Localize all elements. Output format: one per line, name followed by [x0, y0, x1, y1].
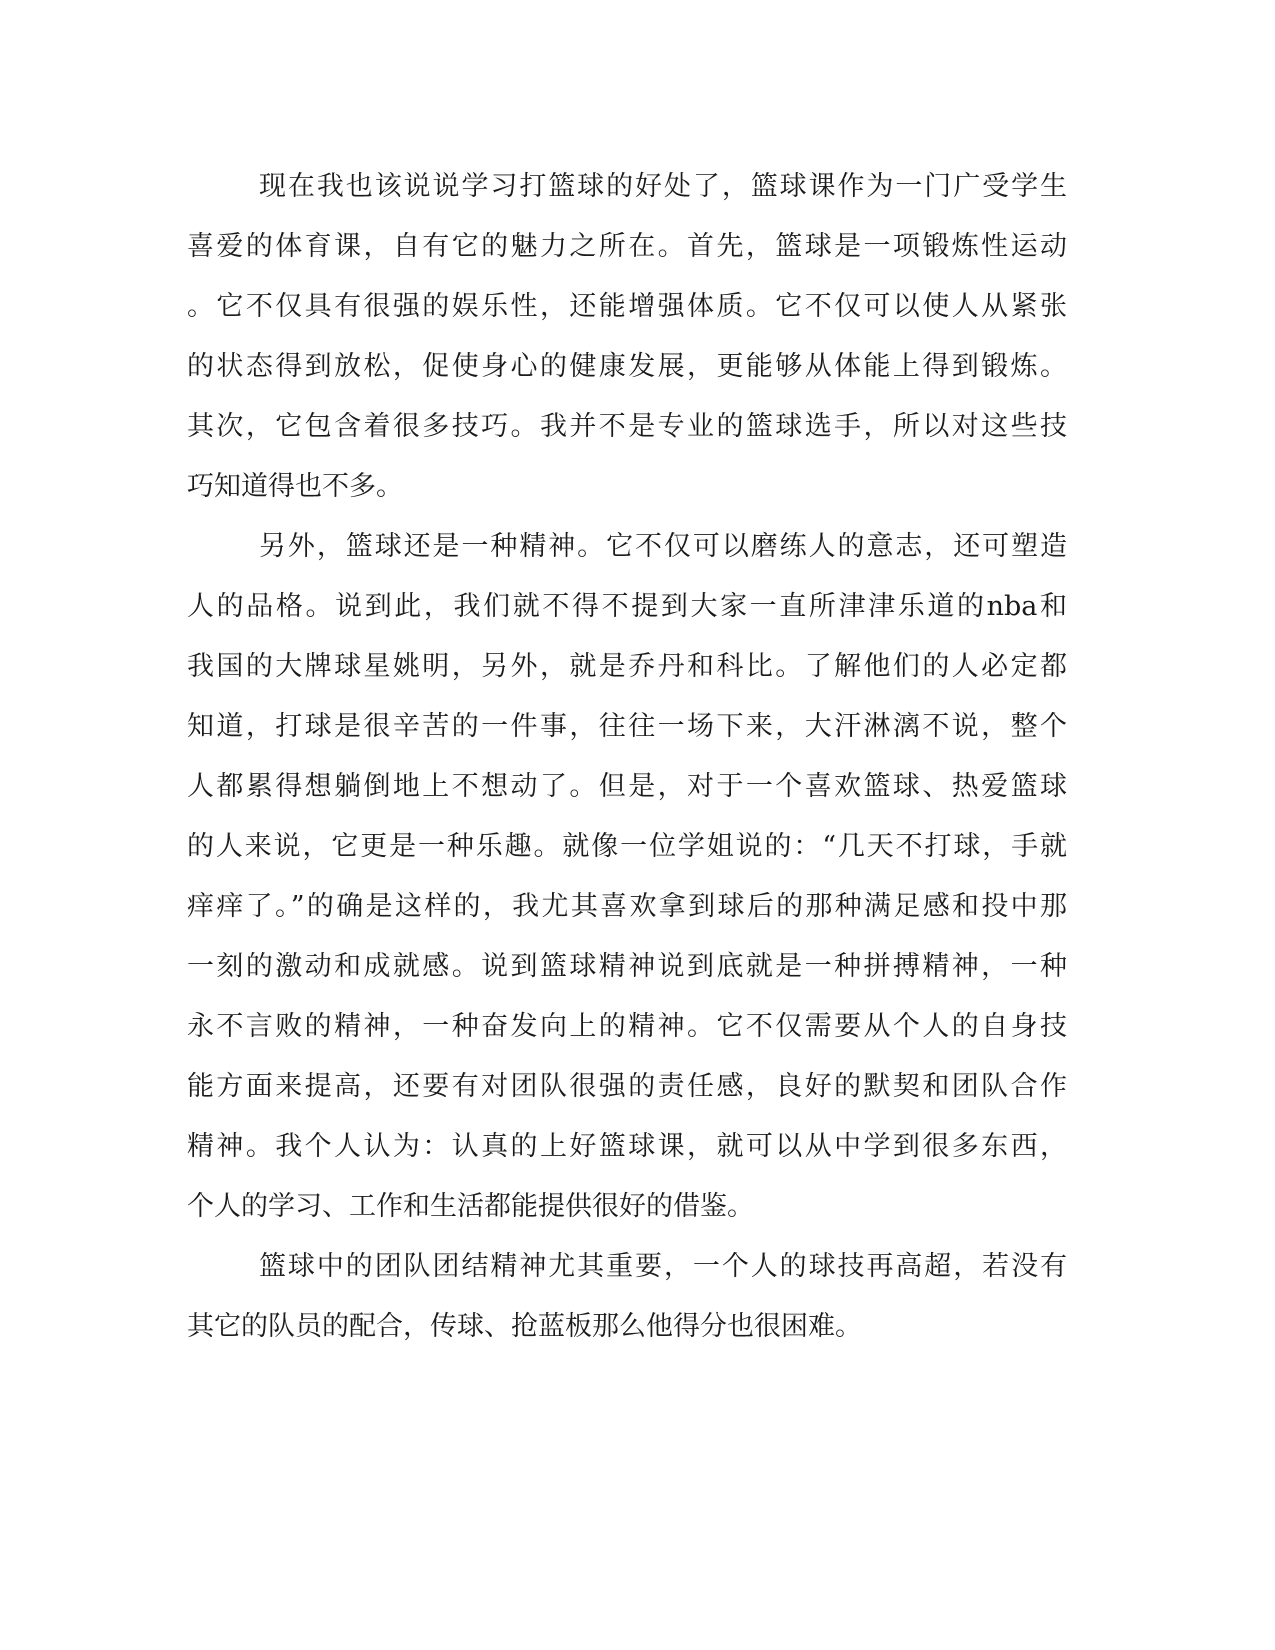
paragraph-3 — [187, 1237, 1067, 1357]
text-line: 永不言败的精神，一种奋发向上的精神。它不仅需要从个人的自身技 — [187, 1011, 1067, 1042]
text-line: 现在我也该说说学习打篮球的好处了，篮球课作为一门广受学生 — [259, 171, 1067, 202]
text-line: 喜爱的体育课，自有它的魅力之所在。首先，篮球是一项锻炼性运动 — [187, 231, 1067, 262]
paragraph-1 — [187, 157, 1067, 517]
text-line: 个人的学习、工作和生活都能提供很好的借鉴。 — [187, 1191, 754, 1222]
text-line: 另外，篮球还是一种精神。它不仅可以磨练人的意志，还可塑造 — [259, 531, 1067, 562]
text-line: 的状态得到放松，促使身心的健康发展，更能够从体能上得到锻炼。 — [187, 351, 1067, 382]
text-line: 篮球中的团队团结精神尤其重要，一个人的球技再高超，若没有 — [259, 1251, 1067, 1282]
text-line: 的人来说，它更是一种乐趣。就像一位学姐说的：“几天不打球，手就 — [187, 831, 1067, 862]
text-line: 人的品格。说到此，我们就不得不提到大家一直所津津乐道的nba和 — [187, 591, 1067, 622]
text-line: 其它的队员的配合，传球、抢蓝板那么他得分也很困难。 — [187, 1311, 862, 1342]
text-line: 人都累得想躺倒地上不想动了。但是，对于一个喜欢篮球、热爱篮球 — [187, 771, 1067, 802]
text-line: 知道，打球是很辛苦的一件事，往往一场下来，大汗淋漓不说，整个 — [187, 711, 1067, 742]
text-line: 其次，它包含着很多技巧。我并不是专业的篮球选手，所以对这些技 — [187, 411, 1067, 442]
paragraph-2 — [187, 517, 1067, 1237]
text-line: 我国的大牌球星姚明，另外，就是乔丹和科比。了解他们的人必定都 — [187, 651, 1067, 682]
text-line: 精神。我个人认为：认真的上好篮球课，就可以从中学到很多东西， — [187, 1131, 1067, 1162]
text-line: 一刻的激动和成就感。说到篮球精神说到底就是一种拼搏精神，一种 — [187, 951, 1067, 982]
document-body — [187, 157, 1067, 1357]
text-line: 巧知道得也不多。 — [187, 471, 403, 502]
text-line: 能方面来提高，还要有对团队很强的责任感，良好的默契和团队合作 — [187, 1071, 1067, 1102]
text-line: 。它不仅具有很强的娱乐性，还能增强体质。它不仅可以使人从紧张 — [187, 291, 1067, 322]
text-line: 痒痒了。”的确是这样的，我尤其喜欢拿到球后的那种满足感和投中那 — [187, 891, 1067, 922]
